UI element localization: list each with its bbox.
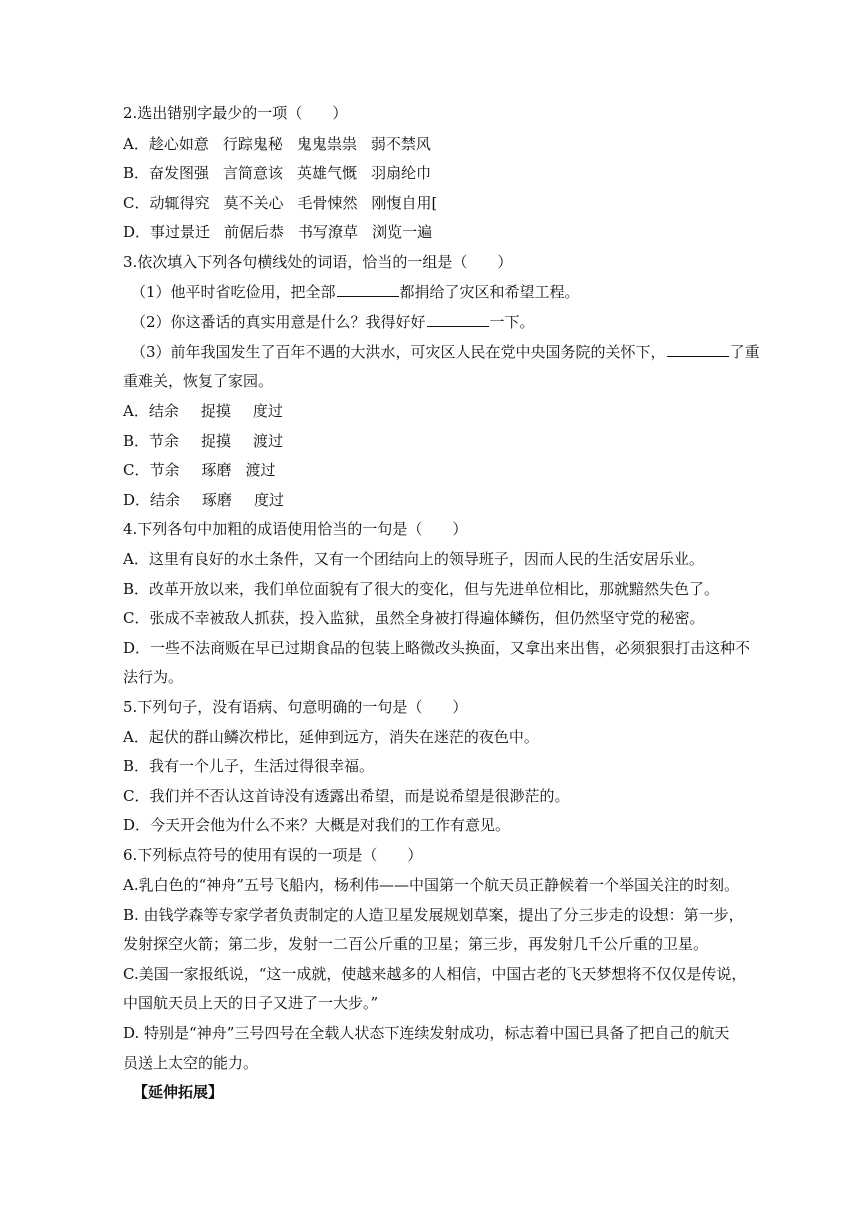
q2-option-d: D．事过景迁 前倨后恭 书写潦草 浏览一遍 [123,223,433,241]
q6-option-a: A.乳白色的“神舟”五号飞船内，杨利伟——中国第一个航天员正静候着一个举国关注的时刻。 [123,876,739,894]
q2-option-c: C．动辄得究 莫不关心 毛骨悚然 刚愎自用[ [123,194,438,212]
q4-option-d: D．一些不法商贩在早已过期食品的包装上略微改头换面，又拿出来出售，必须狠狠打击这种不 [123,639,751,657]
q2-option-b: B．奋发图强 言简意该 英雄气慨 羽扇纶巾 [123,164,432,182]
q4-stem: 4.下列各句中加粗的成语使用恰当的一句是（ ） [123,520,468,538]
fill-blank [337,282,399,297]
fill-blank [427,312,489,327]
q2-option-a: A．趁心如意 行踪鬼秘 鬼鬼祟祟 弱不禁风 [123,135,431,153]
q3-option-b: B．节余 捉摸 渡过 [123,432,284,450]
q3-option-c: C．节余 琢磨 渡过 [123,461,276,479]
q6-option-b-cont: 发射探空火箭；第二步，发射一二百公斤重的卫星；第三步，再发射几千公斤重的卫星。 [123,935,709,953]
q2-stem: 2.选出错别字最少的一项（ ） [123,104,348,122]
q6-option-c: C.美国一家报纸说，“这一成就，使越来越多的人相信，中国古老的飞天梦想将不仅仅是传说， [123,965,747,983]
q6-option-d-cont: 员送上太空的能力。 [123,1054,259,1072]
q4-option-a: A．这里有良好的水土条件，又有一个团结向上的领导班子，因而人民的生活安居乐业。 [123,550,704,568]
q5-option-d: D．今天开会他为什么不来？大概是对我们的工作有意见。 [123,816,511,834]
q3-stem: 3.依次填入下列各句横线处的词语，恰当的一组是（ ） [123,253,513,271]
q5-option-b: B．我有一个儿子，生活过得很幸福。 [123,757,375,775]
section-heading-extension: 【延伸拓展】 [133,1083,224,1101]
q3-sentence-1: （1）他平时省吃俭用，把全部 都捐给了灾区和希望工程。 [131,283,580,301]
q3-sentence-3: （3）前年我国发生了百年不遇的大洪水，可灾区人民在党中央国务院的关怀下， 了重 [131,343,760,361]
q5-option-a: A．起伏的群山鳞次栉比，延伸到远方，消失在迷茫的夜色中。 [123,728,539,746]
q3-sentence-3-cont: 重难关，恢复了家园。 [123,372,274,390]
q3-option-d: D．结余 琢磨 度过 [123,491,285,509]
q3-sentence-2: （2）你这番话的真实用意是什么？我得好好 一下。 [131,313,535,331]
q4-option-c: C．张成不幸被敌人抓获，投入监狱，虽然全身被打得遍体鳞伤，但仍然坚守党的秘密。 [123,609,705,627]
q5-option-c: C．我们并不否认这首诗没有透露出希望，而是说希望是很渺茫的。 [123,787,570,805]
q4-option-d-cont: 法行为。 [123,668,184,686]
fill-blank [667,342,729,357]
q3-option-a: A．结余 捉摸 度过 [123,402,283,420]
q4-option-b: B．改革开放以来，我们单位面貌有了很大的变化，但与先进单位相比，那就黯然失色了。 [123,580,720,598]
q5-stem: 5.下列句子，没有语病、句意明确的一句是（ ） [123,698,468,716]
q6-option-c-cont: 中国航天员上天的日子又进了一大步。” [123,994,379,1012]
q6-option-b: B. 由钱学森等专家学者负责制定的人造卫星发展规划草案，提出了分三步走的设想：第一步， [123,906,744,924]
q6-stem: 6.下列标点符号的使用有误的一项是（ ） [123,846,423,864]
q6-option-d: D. 特别是“神舟”三号四号在全载人状态下连续发射成功，标志着中国已具备了把自己的航天 [123,1024,730,1042]
